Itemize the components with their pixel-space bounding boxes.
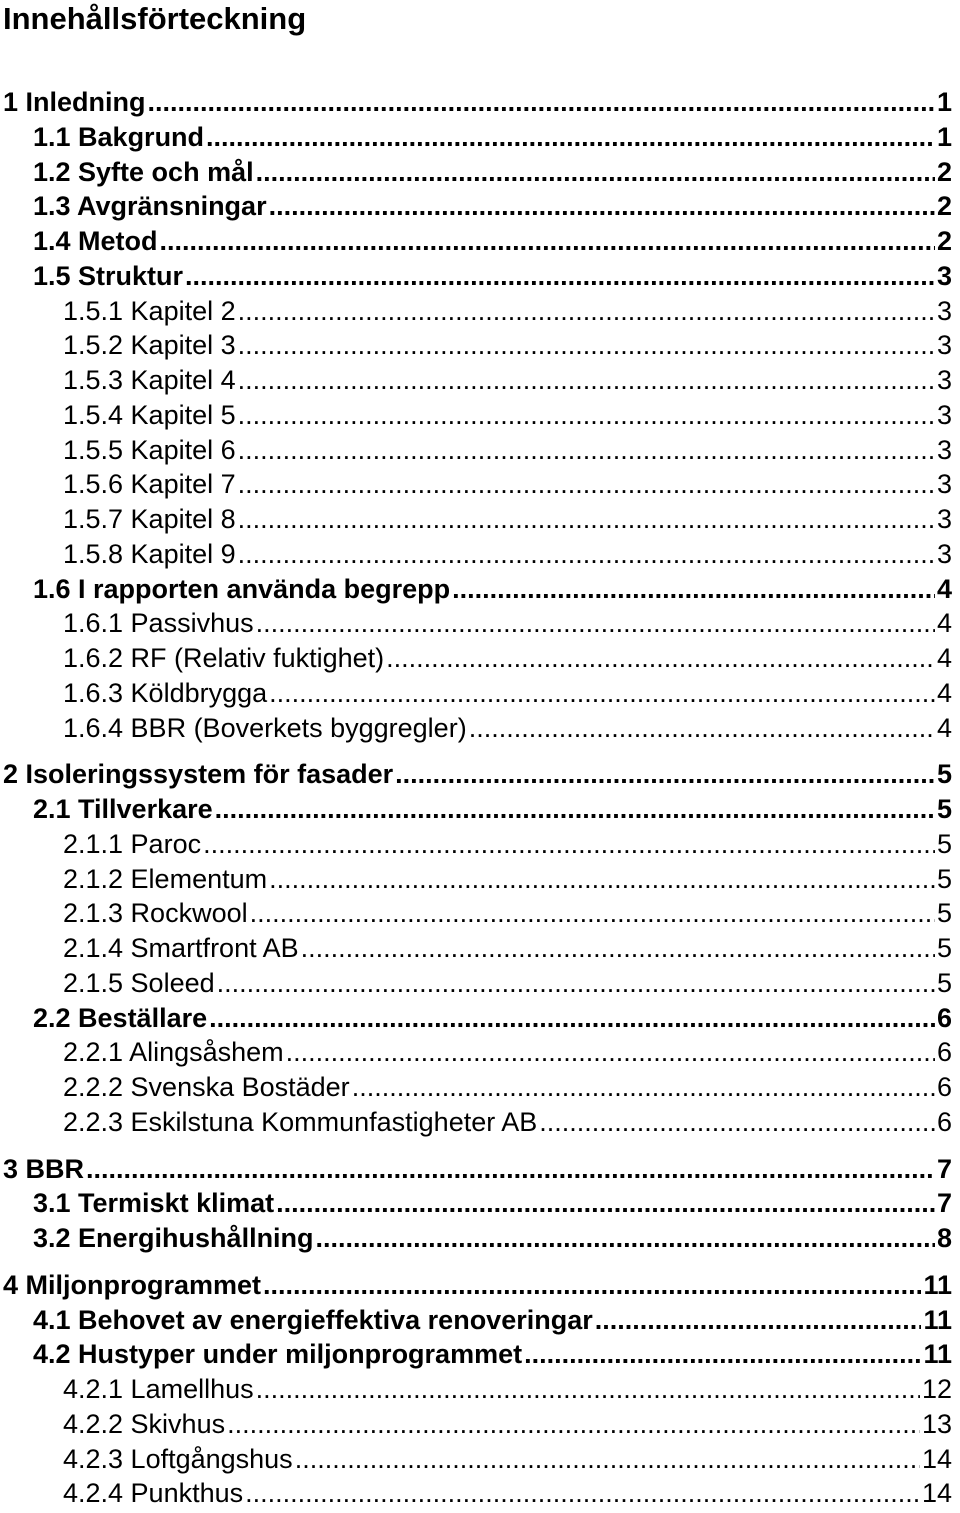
toc-entry-page-number: 3 (936, 330, 952, 360)
toc-entry-page-number: 4 (936, 643, 952, 673)
toc-entry[interactable] (33, 189, 952, 223)
dot-leader (256, 606, 935, 640)
toc-entry-page-number: 3 (936, 400, 952, 430)
toc-entry-page-number: 5 (936, 968, 952, 998)
dot-leader (238, 363, 935, 397)
dot-leader (276, 1186, 935, 1220)
toc-entry-label: 3.2 Energihushållning (33, 1223, 314, 1253)
toc-entry-page-number: 5 (936, 864, 952, 894)
dot-leader (160, 224, 935, 258)
dot-leader (215, 792, 935, 826)
toc-entry-page-number: 8 (936, 1223, 952, 1253)
toc-entry-label: 4.1 Behovet av energieffektiva renoveringar (33, 1305, 593, 1335)
toc-entry-label: 2.2.3 Eskilstuna Kommunfastigheter AB (63, 1107, 538, 1137)
dot-leader (238, 467, 935, 501)
dot-leader (301, 931, 935, 965)
dot-leader (245, 1476, 920, 1510)
toc-entry-page-number: 3 (936, 435, 952, 465)
toc-entry-label: 3 BBR (3, 1154, 85, 1184)
toc-entry[interactable] (63, 363, 952, 397)
dot-leader (86, 1152, 935, 1186)
dot-leader (595, 1303, 922, 1337)
toc-entry-label: 2.1.4 Smartfront AB (63, 933, 299, 963)
toc-entry-page-number: 14 (921, 1444, 952, 1474)
toc-entry[interactable] (63, 1407, 952, 1441)
toc-entry[interactable] (63, 398, 952, 432)
toc-entry-page-number: 2 (936, 226, 952, 256)
toc-entry-label: 1 Inledning (3, 87, 146, 117)
toc-entry-page-number: 4 (936, 713, 952, 743)
toc-entry-page-number: 7 (936, 1188, 952, 1218)
toc-entry[interactable] (63, 862, 952, 896)
dot-leader (238, 294, 935, 328)
toc-entry-label: 2.1.1 Paroc (63, 829, 202, 859)
toc-entry[interactable] (63, 502, 952, 536)
toc-entry-page-number: 1 (936, 122, 952, 152)
dot-leader (539, 1105, 935, 1139)
toc-entry-label: 1.5.7 Kapitel 8 (63, 504, 236, 534)
dot-leader (269, 189, 935, 223)
dot-leader (352, 1070, 935, 1104)
toc-entry-page-number: 4 (936, 608, 952, 638)
toc-entry[interactable] (63, 641, 952, 675)
toc-entry-page-number: 3 (936, 261, 952, 291)
toc-entry[interactable] (63, 433, 952, 467)
toc-entry-page-number: 5 (936, 829, 952, 859)
dot-leader (256, 155, 935, 189)
toc-entry-page-number: 13 (921, 1409, 952, 1439)
toc-entry-page-number: 6 (936, 1072, 952, 1102)
dot-leader (238, 502, 935, 536)
toc-entry-label: 4.2 Hustyper under miljonprogrammet (33, 1339, 523, 1369)
dot-leader (316, 1221, 935, 1255)
toc-entry-page-number: 3 (936, 469, 952, 499)
toc-entry-label: 1.6.2 RF (Relativ fuktighet) (63, 643, 385, 673)
toc-entry-page-number: 1 (936, 87, 952, 117)
dot-leader (238, 328, 935, 362)
dot-leader (206, 120, 935, 154)
toc-entry[interactable] (63, 966, 952, 1000)
dot-leader (148, 85, 935, 119)
toc-entry[interactable] (63, 1070, 952, 1104)
toc-entry-page-number: 6 (936, 1003, 952, 1033)
toc-entry-label: 4.2.3 Loftgångshus (63, 1444, 293, 1474)
toc-entry-label: 1.5.5 Kapitel 6 (63, 435, 236, 465)
dot-leader (250, 896, 935, 930)
toc-entry[interactable] (63, 606, 952, 640)
toc-entry[interactable] (33, 1221, 952, 1255)
toc-entry-page-number: 3 (936, 296, 952, 326)
toc-entry-page-number: 12 (921, 1374, 952, 1404)
toc-entry-label: 4.2.1 Lamellhus (63, 1374, 254, 1404)
toc-entry-label: 1.5.3 Kapitel 4 (63, 365, 236, 395)
toc-entry-label: 1.5.1 Kapitel 2 (63, 296, 236, 326)
toc-entry-label: 1.5.4 Kapitel 5 (63, 400, 236, 430)
toc-entry-page-number: 14 (921, 1478, 952, 1508)
toc-entry-page-number: 11 (923, 1305, 952, 1335)
toc-entry-label: 2.2 Beställare (33, 1003, 208, 1033)
toc-entry-page-number: 6 (936, 1107, 952, 1137)
dot-leader (524, 1337, 921, 1371)
dot-leader (185, 259, 935, 293)
dot-leader (256, 1372, 920, 1406)
toc-entry-page-number: 3 (936, 504, 952, 534)
toc-entry-label: 2.1.3 Rockwool (63, 898, 248, 928)
toc-entry-page-number: 6 (936, 1037, 952, 1067)
toc-entry-page-number: 11 (923, 1270, 952, 1300)
toc-entry-page-number: 3 (936, 539, 952, 569)
toc-entry-page-number: 7 (936, 1154, 952, 1184)
toc-entry[interactable] (33, 259, 952, 293)
dot-leader (238, 537, 935, 571)
toc-entry[interactable] (33, 224, 952, 258)
dot-leader (217, 966, 935, 1000)
dot-leader (238, 433, 935, 467)
toc-entry[interactable] (63, 827, 952, 861)
toc-entry[interactable] (63, 467, 952, 501)
toc-entry-label: 2.1.2 Elementum (63, 864, 268, 894)
toc-entry-label: 1.2 Syfte och mål (33, 157, 254, 187)
toc-entry-label: 2.2.1 Alingsåshem (63, 1037, 284, 1067)
toc-entry[interactable] (33, 792, 952, 826)
toc-entry[interactable] (63, 537, 952, 571)
toc-entry[interactable] (3, 757, 952, 791)
toc-entry[interactable] (3, 1268, 952, 1302)
toc-entry[interactable] (63, 1035, 952, 1069)
dot-leader (263, 1268, 921, 1302)
toc-entry-label: 2.1.5 Soleed (63, 968, 215, 998)
toc-entry-page-number: 11 (923, 1339, 952, 1369)
toc-entry[interactable] (33, 155, 952, 189)
toc-entry-label: 2.1 Tillverkare (33, 794, 213, 824)
dot-leader (238, 398, 935, 432)
dot-leader (395, 757, 935, 791)
toc-entry-page-number: 5 (936, 898, 952, 928)
toc-entry-label: 3.1 Termiskt klimat (33, 1188, 275, 1218)
toc-entry[interactable] (33, 1186, 952, 1220)
dot-leader (295, 1442, 920, 1476)
toc-entry-page-number: 4 (936, 678, 952, 708)
toc-entry-label: 1.3 Avgränsningar (33, 191, 267, 221)
toc-entry-page-number: 4 (936, 574, 952, 604)
toc-entry[interactable] (63, 676, 952, 710)
toc-entry[interactable] (33, 120, 952, 154)
toc-entry[interactable] (63, 328, 952, 362)
toc-entry-label: 4.2.2 Skivhus (63, 1409, 226, 1439)
toc-entry-page-number: 2 (936, 157, 952, 187)
toc-entry[interactable] (33, 1303, 952, 1337)
dot-leader (286, 1035, 935, 1069)
toc-entry[interactable] (33, 1337, 952, 1371)
toc-entry-page-number: 2 (936, 191, 952, 221)
toc-entry-label: 2.2.2 Svenska Bostäder (63, 1072, 350, 1102)
page-title: Innehållsförteckning (3, 1, 307, 36)
toc-entry-label: 1.5 Struktur (33, 261, 184, 291)
toc-entry[interactable] (3, 1152, 952, 1186)
toc-entry-label: 1.5.6 Kapitel 7 (63, 469, 236, 499)
dot-leader (209, 1001, 935, 1035)
toc-entry[interactable] (63, 931, 952, 965)
toc-entry-label: 1.5.8 Kapitel 9 (63, 539, 236, 569)
dot-leader (227, 1407, 920, 1441)
toc-entry-label: 2 Isoleringssystem för fasader (3, 759, 394, 789)
toc-entry-label: 1.6 I rapporten använda begrepp (33, 574, 451, 604)
toc-entry[interactable] (63, 1372, 952, 1406)
toc-entry[interactable] (63, 711, 952, 745)
toc-entry-page-number: 5 (936, 759, 952, 789)
dot-leader (269, 676, 935, 710)
toc-entry-page-number: 3 (936, 365, 952, 395)
toc-entry[interactable] (33, 1001, 952, 1035)
toc-entry-label: 1.1 Bakgrund (33, 122, 205, 152)
dot-leader (452, 572, 935, 606)
toc-entry[interactable] (63, 294, 952, 328)
toc-entry-label: 1.6.4 BBR (Boverkets byggregler) (63, 713, 467, 743)
toc-entry-page-number: 5 (936, 933, 952, 963)
toc-entry[interactable] (63, 1105, 952, 1139)
dot-leader (386, 641, 935, 675)
toc-entry[interactable] (63, 1442, 952, 1476)
toc-entry-label: 4.2.4 Punkthus (63, 1478, 244, 1508)
dot-leader (469, 711, 935, 745)
toc-entry-label: 1.4 Metod (33, 226, 158, 256)
toc-entry-label: 4 Miljonprogrammet (3, 1270, 262, 1300)
toc-entry[interactable] (3, 85, 952, 119)
toc-entry-label: 1.6.3 Köldbrygga (63, 678, 268, 708)
dot-leader (269, 862, 935, 896)
toc-entry[interactable] (33, 572, 952, 606)
dot-leader (203, 827, 935, 861)
toc-entry[interactable] (63, 896, 952, 930)
toc-entry-page-number: 5 (936, 794, 952, 824)
toc-entry-label: 1.5.2 Kapitel 3 (63, 330, 236, 360)
toc-entry-label: 1.6.1 Passivhus (63, 608, 254, 638)
toc-entry[interactable] (63, 1476, 952, 1510)
